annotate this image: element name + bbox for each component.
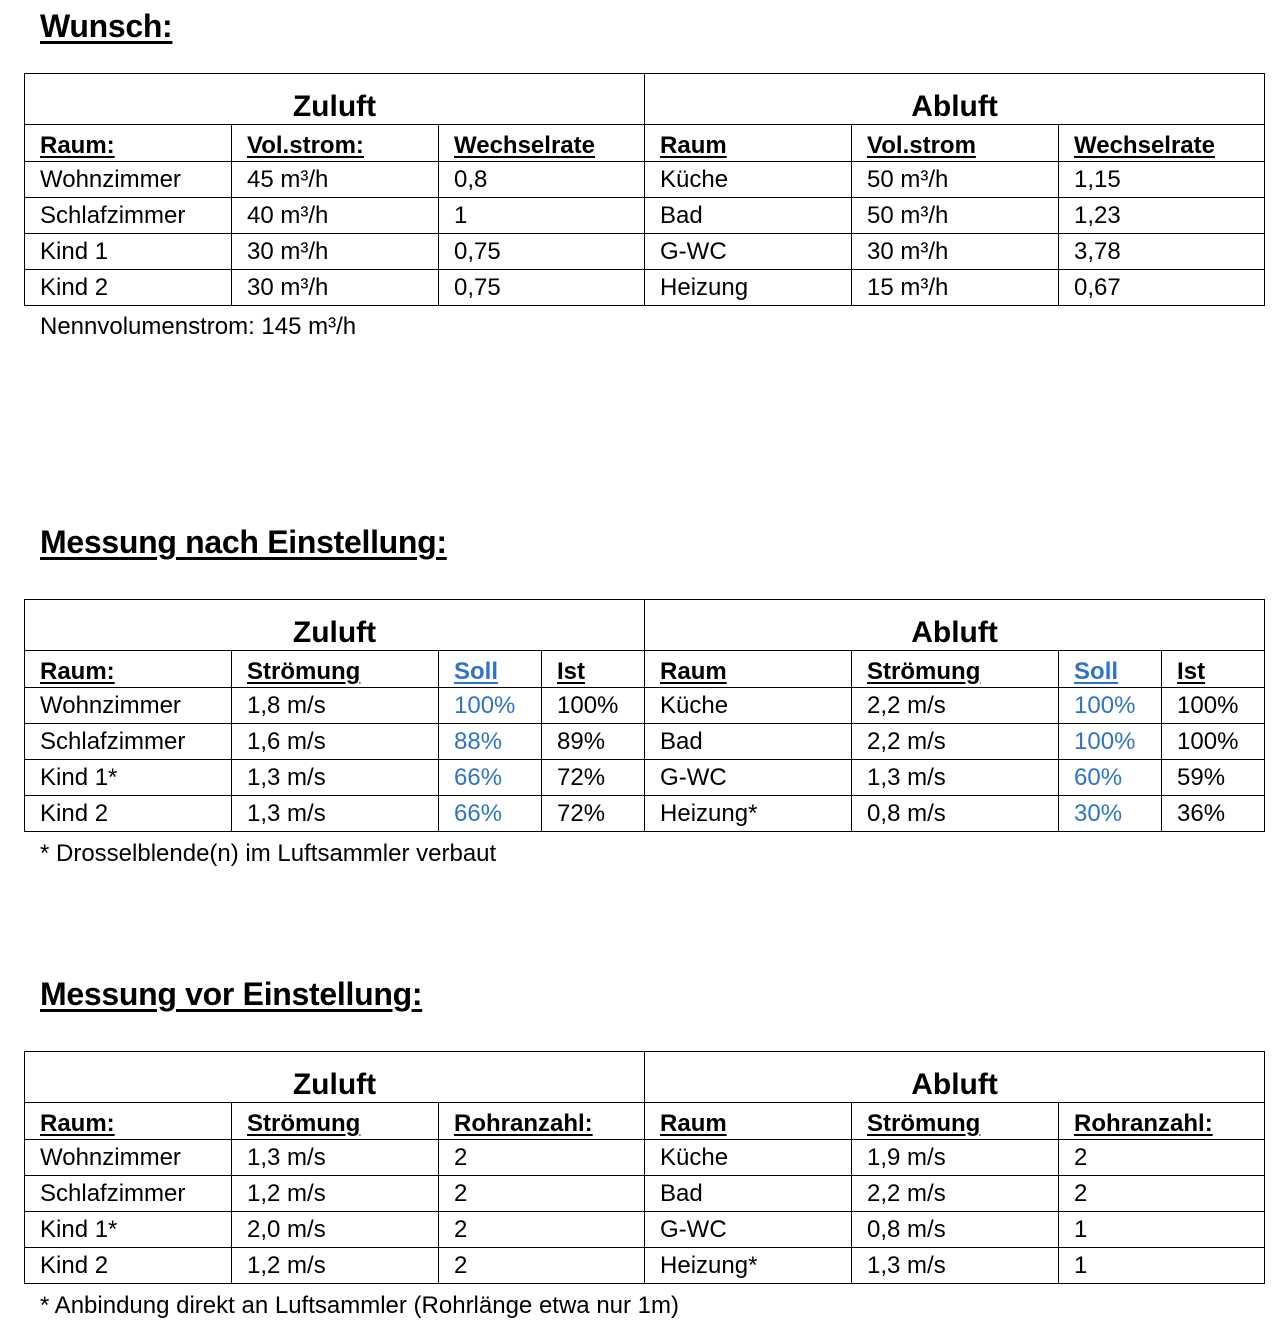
table-cell: 1,15 (1059, 162, 1265, 198)
table-cell: 30 m³/h (232, 270, 439, 306)
table-cell: Heizung (645, 270, 852, 306)
table-row (25, 234, 1265, 270)
column-header: Raum (645, 1103, 852, 1140)
table-cell: 1,6 m/s (232, 724, 439, 760)
table-cell: 89% (542, 724, 645, 760)
table-cell: 3,78 (1059, 234, 1265, 270)
soll-column-link[interactable]: Soll (1059, 651, 1162, 688)
table-row (25, 270, 1265, 306)
section-title-messung-nach: Messung nach Einstellung: (40, 524, 447, 560)
column-header: Ist (542, 651, 645, 688)
column-header: Ist (1162, 651, 1265, 688)
table-cell: 50 m³/h (852, 162, 1059, 198)
table-cell: Kind 2 (25, 270, 232, 306)
table-cell: Küche (645, 1140, 852, 1176)
table-cell: Kind 1 (25, 234, 232, 270)
table-cell: 36% (1162, 796, 1265, 832)
table-cell: Kind 1* (25, 760, 232, 796)
table-cell: Kind 1* (25, 1212, 232, 1248)
table-cell: Schlafzimmer (25, 724, 232, 760)
table-cell: 30 m³/h (852, 234, 1059, 270)
soll-column-link[interactable]: Soll (439, 651, 542, 688)
table-cell: 2,2 m/s (852, 688, 1059, 724)
table-cell: G-WC (645, 234, 852, 270)
abluft-header: Abluft (645, 600, 1265, 651)
soll-cell: 66% (439, 796, 542, 832)
table-cell: Wohnzimmer (25, 688, 232, 724)
column-header: Vol.strom (852, 125, 1059, 162)
table-cell: 72% (542, 760, 645, 796)
table-cell: 1,3 m/s (232, 796, 439, 832)
section-title-wunsch: Wunsch: (40, 8, 173, 44)
table-cell: Kind 2 (25, 1248, 232, 1284)
table-cell: 1 (1059, 1248, 1265, 1284)
table-cell: 1,3 m/s (232, 1140, 439, 1176)
table-cell: 1,8 m/s (232, 688, 439, 724)
soll-cell: 100% (439, 688, 542, 724)
table-cell: 100% (1162, 688, 1265, 724)
table-cell: 1,2 m/s (232, 1176, 439, 1212)
column-header: Vol.strom: (232, 125, 439, 162)
column-header: Strömung (852, 651, 1059, 688)
table-cell: Heizung* (645, 1248, 852, 1284)
table-cell: 50 m³/h (852, 198, 1059, 234)
zuluft-header: Zuluft (25, 1052, 645, 1103)
table-cell: 30 m³/h (232, 234, 439, 270)
soll-cell: 30% (1059, 796, 1162, 832)
table-cell: 100% (542, 688, 645, 724)
table-cell: Küche (645, 162, 852, 198)
table-cell: 1,3 m/s (232, 760, 439, 796)
table-cell: Küche (645, 688, 852, 724)
table-cell: Bad (645, 1176, 852, 1212)
column-header: Wechselrate (1059, 125, 1265, 162)
table-cell: 1,2 m/s (232, 1248, 439, 1284)
table-cell: 15 m³/h (852, 270, 1059, 306)
soll-cell: 100% (1059, 724, 1162, 760)
table-cell: 2 (439, 1176, 645, 1212)
table-cell: 1,3 m/s (852, 760, 1059, 796)
table-cell: 100% (1162, 724, 1265, 760)
table-cell: 2 (1059, 1176, 1265, 1212)
abluft-header: Abluft (645, 1052, 1265, 1103)
column-header: Raum: (25, 1103, 232, 1140)
table-cell: G-WC (645, 1212, 852, 1248)
table-cell: 2 (439, 1140, 645, 1176)
soll-cell: 66% (439, 760, 542, 796)
table-row (25, 760, 1265, 796)
messung-vor-table (24, 1051, 1265, 1284)
table-row (25, 1176, 1265, 1212)
table-cell: Schlafzimmer (25, 1176, 232, 1212)
table-cell: 2 (439, 1212, 645, 1248)
table-cell: G-WC (645, 760, 852, 796)
column-header: Raum (645, 125, 852, 162)
table-cell: 2,0 m/s (232, 1212, 439, 1248)
zuluft-header: Zuluft (25, 600, 645, 651)
table-cell: 0,75 (439, 234, 645, 270)
column-header: Rohranzahl: (439, 1103, 645, 1140)
column-header: Rohranzahl: (1059, 1103, 1265, 1140)
table-row (25, 1212, 1265, 1248)
table-row (25, 198, 1265, 234)
table-cell: Wohnzimmer (25, 1140, 232, 1176)
nennvolumenstrom-note: Nennvolumenstrom: 145 m³/h (40, 313, 357, 340)
wunsch-table (24, 73, 1265, 306)
soll-cell: 88% (439, 724, 542, 760)
column-header: Strömung (232, 651, 439, 688)
column-header: Strömung (852, 1103, 1059, 1140)
messung-nach-table (24, 599, 1265, 832)
table-cell: Bad (645, 724, 852, 760)
table-cell: Wohnzimmer (25, 162, 232, 198)
abluft-header: Abluft (645, 74, 1265, 125)
table-cell: 40 m³/h (232, 198, 439, 234)
column-header: Strömung (232, 1103, 439, 1140)
table-cell: 1 (439, 198, 645, 234)
column-header: Wechselrate (439, 125, 645, 162)
anbindung-note: * Anbindung direkt an Luftsammler (Rohrlänge etwa nur 1m) (40, 1292, 679, 1319)
table-cell: 1,9 m/s (852, 1140, 1059, 1176)
table-cell: 2 (439, 1248, 645, 1284)
table-row (25, 1248, 1265, 1284)
table-row (25, 1140, 1265, 1176)
table-cell: 0,67 (1059, 270, 1265, 306)
table-cell: 2,2 m/s (852, 1176, 1059, 1212)
table-cell: 0,8 (439, 162, 645, 198)
table-row (25, 724, 1265, 760)
drosselblende-note: * Drosselblende(n) im Luftsammler verbaut (40, 840, 497, 867)
table-cell: 0,8 m/s (852, 796, 1059, 832)
section-title-messung-vor: Messung vor Einstellung: (40, 976, 423, 1012)
table-row (25, 162, 1265, 198)
table-row (25, 796, 1265, 832)
table-cell: 72% (542, 796, 645, 832)
table-cell: Kind 2 (25, 796, 232, 832)
table-cell: Heizung* (645, 796, 852, 832)
table-cell: 1,3 m/s (852, 1248, 1059, 1284)
table-cell: Bad (645, 198, 852, 234)
table-cell: 2,2 m/s (852, 724, 1059, 760)
table-cell: 2 (1059, 1140, 1265, 1176)
column-header: Raum (645, 651, 852, 688)
zuluft-header: Zuluft (25, 74, 645, 125)
table-cell: 0,8 m/s (852, 1212, 1059, 1248)
table-cell: 0,75 (439, 270, 645, 306)
table-cell: 59% (1162, 760, 1265, 796)
soll-cell: 60% (1059, 760, 1162, 796)
table-row (25, 688, 1265, 724)
soll-cell: 100% (1059, 688, 1162, 724)
column-header: Raum: (25, 651, 232, 688)
table-cell: 45 m³/h (232, 162, 439, 198)
table-cell: Schlafzimmer (25, 198, 232, 234)
table-cell: 1 (1059, 1212, 1265, 1248)
table-cell: 1,23 (1059, 198, 1265, 234)
column-header: Raum: (25, 125, 232, 162)
